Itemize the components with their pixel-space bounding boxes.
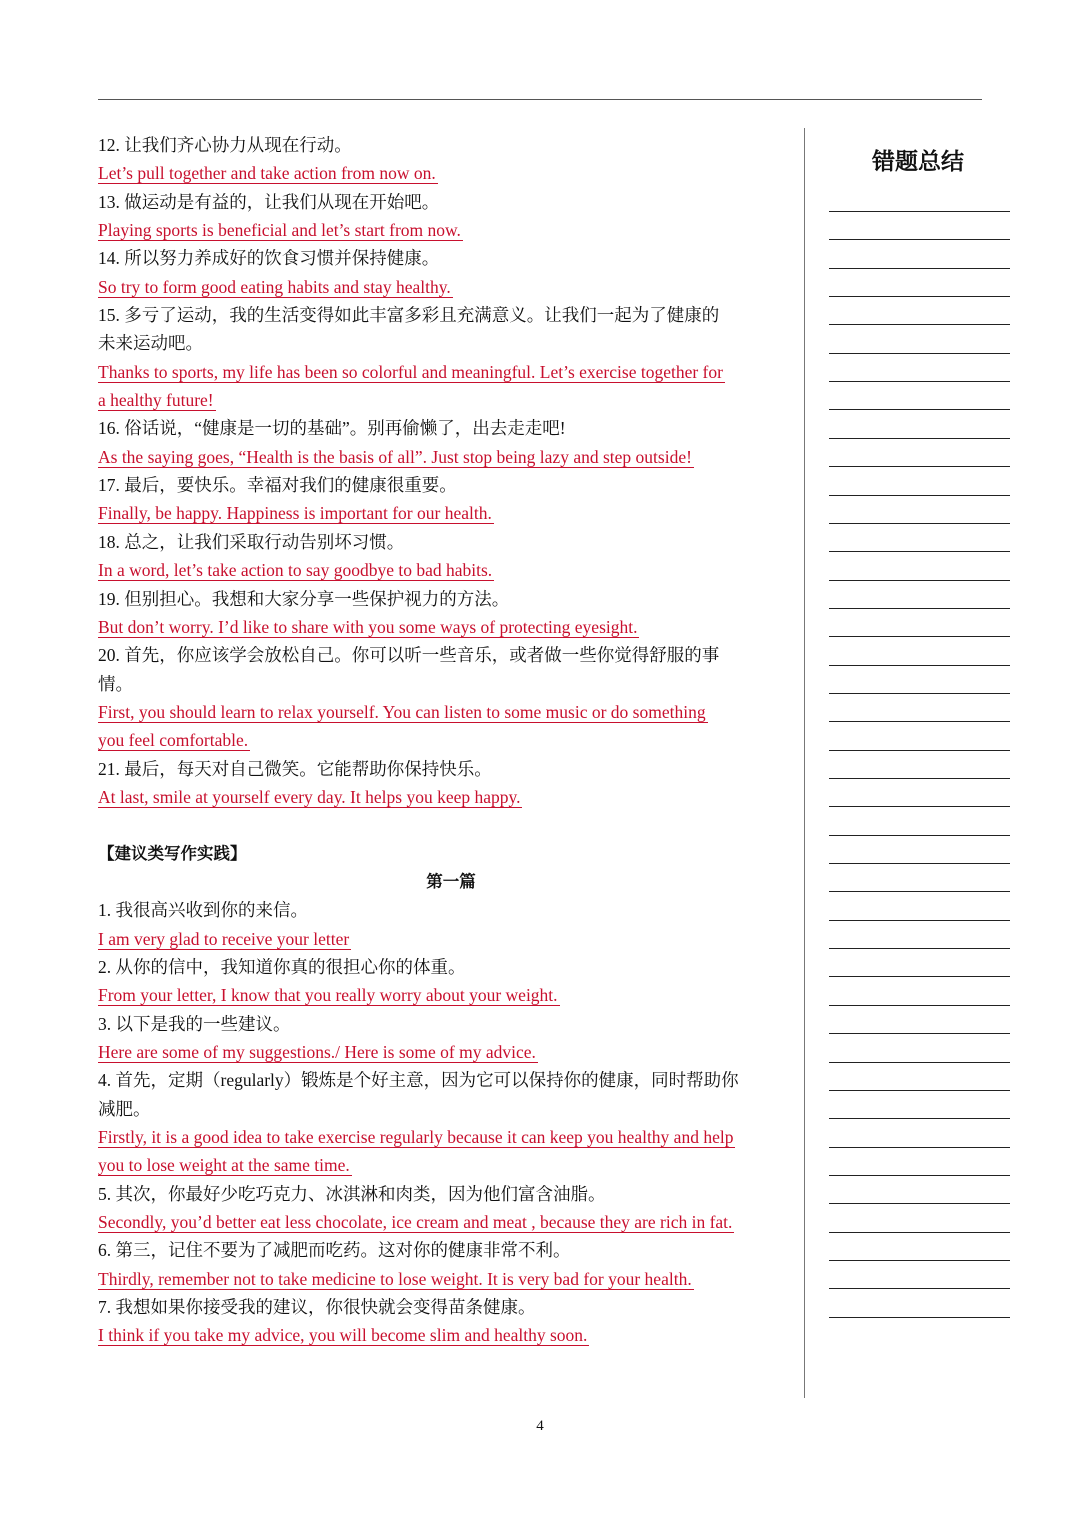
sidebar-ruled-line <box>829 835 1010 836</box>
sidebar-ruled-line <box>829 1232 1010 1233</box>
chinese-sentence: 7. 我想如果你接受我的建议，你很快就会变得苗条健康。 <box>98 1297 536 1318</box>
sidebar-ruled-line <box>829 863 1010 864</box>
sidebar-ruled-line <box>829 948 1010 949</box>
sidebar-ruled-line <box>829 1005 1010 1006</box>
chinese-sentence: 减肥。 <box>98 1098 151 1119</box>
section-subtitle: 第一篇 <box>426 871 476 891</box>
sidebar-ruled-line <box>829 211 1010 212</box>
sidebar-ruled-line <box>829 580 1010 581</box>
sidebar-title: 错题总结 <box>872 149 964 175</box>
english-translation: First, you should learn to relax yourself. You can listen to some music or do something <box>98 701 706 722</box>
english-translation: Thanks to sports, my life has been so colorful and meaningful. Let’s exercise together for <box>98 361 723 382</box>
english-translation: I am very glad to receive your letter <box>98 928 350 949</box>
english-translation: Playing sports is beneficial and let’s start from now. <box>98 220 461 241</box>
sidebar-ruled-line <box>829 1288 1010 1289</box>
english-translation: But don’t worry. I’d like to share with you some ways of protecting eyesight. <box>98 616 638 637</box>
sidebar-ruled-line <box>829 1175 1010 1176</box>
sidebar-ruled-line <box>829 466 1010 467</box>
chinese-sentence: 14. 所以努力养成好的饮食习惯并保持健康。 <box>98 248 440 269</box>
page-number: 4 <box>536 1418 544 1434</box>
chinese-sentence: 15. 多亏了运动，我的生活变得如此丰富多彩且充满意义。让我们一起为了健康的 <box>98 305 720 326</box>
chinese-sentence: 16. 俗话说，“健康是一切的基础”。别再偷懒了，出去走走吧! <box>98 418 566 439</box>
sidebar-ruled-line <box>829 1033 1010 1034</box>
sidebar-ruled-line <box>829 1147 1010 1148</box>
chinese-sentence: 17. 最后，要快乐。幸福对我们的健康很重要。 <box>98 475 457 496</box>
chinese-sentence: 2. 从你的信中，我知道你真的很担心你的体重。 <box>98 956 466 977</box>
english-translation: As the saying goes, “Health is the basis of all”. Just stop being lazy and step outside! <box>98 446 692 467</box>
english-translation: So try to form good eating habits and stay healthy. <box>98 276 451 297</box>
sidebar-ruled-line <box>829 353 1010 354</box>
sidebar-ruled-line <box>829 381 1010 382</box>
english-translation: Let’s pull together and take action from now on. <box>98 163 436 184</box>
chinese-sentence: 19. 但别担心。我想和大家分享一些保护视力的方法。 <box>98 588 510 609</box>
chinese-sentence: 18. 总之，让我们采取行动告别坏习惯。 <box>98 531 405 552</box>
sidebar-ruled-line <box>829 1203 1010 1204</box>
sidebar-ruled-line <box>829 409 1010 410</box>
sidebar-ruled-line <box>829 324 1010 325</box>
chinese-sentence: 3. 以下是我的一些建议。 <box>98 1013 291 1034</box>
sidebar-ruled-line <box>829 1118 1010 1119</box>
sidebar-ruled-line <box>829 778 1010 779</box>
english-translation: I think if you take my advice, you will become slim and healthy soon. <box>98 1325 588 1346</box>
spacer <box>98 811 804 839</box>
chinese-sentence: 6. 第三，记住不要为了减肥而吃药。这对你的健康非常不利。 <box>98 1240 571 1261</box>
chinese-sentence: 1. 我很高兴收到你的来信。 <box>98 900 308 921</box>
english-translation: In a word, let’s take action to say goodbye to bad habits. <box>98 560 493 581</box>
header-rule <box>98 99 982 100</box>
chinese-sentence: 13. 做运动是有益的，让我们从现在开始吧。 <box>98 191 440 212</box>
sidebar-ruled-line <box>829 495 1010 496</box>
sidebar-ruled-line <box>829 1062 1010 1063</box>
sidebar-ruled-line <box>829 693 1010 694</box>
section-heading: 【建议类写作实践】 <box>98 843 247 863</box>
chinese-sentence: 情。 <box>98 673 133 694</box>
chinese-sentence: 5. 其次，你最好少吃巧克力、冰淇淋和肉类，因为他们富含油脂。 <box>98 1183 606 1204</box>
sidebar-ruled-line <box>829 608 1010 609</box>
sidebar-ruled-line <box>829 920 1010 921</box>
sidebar-ruled-line <box>829 636 1010 637</box>
sidebar-ruled-line <box>829 721 1010 722</box>
chinese-sentence: 4. 首先，定期（regularly）锻炼是个好主意，因为它可以保持你的健康，同时帮助你 <box>98 1070 739 1091</box>
english-translation: Firstly, it is a good idea to take exercise regularly because it can keep you healthy and help <box>98 1127 734 1148</box>
sidebar-ruled-line <box>829 1090 1010 1091</box>
chinese-sentence: 20. 首先，你应该学会放松自己。你可以听一些音乐，或者做一些你觉得舒服的事 <box>98 645 720 666</box>
sidebar-ruled-line <box>829 551 1010 552</box>
sidebar-ruled-line <box>829 665 1010 666</box>
column-divider <box>804 128 805 1398</box>
english-translation: you feel comfortable. <box>98 730 249 751</box>
english-translation: At last, smile at yourself every day. It helps you keep happy. <box>98 786 521 807</box>
english-translation: Here are some of my suggestions./ Here is some of my advice. <box>98 1042 536 1062</box>
chinese-sentence: 12. 让我们齐心协力从现在行动。 <box>98 135 352 155</box>
english-translation: Secondly, you’d better eat less chocolate, ice cream and meat , because they are rich in fat. <box>98 1212 733 1233</box>
sidebar-ruled-line <box>829 438 1010 439</box>
sidebar-ruled-line <box>829 239 1010 240</box>
english-translation: you to lose weight at the same time. <box>98 1155 350 1176</box>
english-translation: Thirdly, remember not to take medicine to lose weight. It is very bad for your health. <box>98 1268 692 1289</box>
sidebar-ruled-line <box>829 891 1010 892</box>
sidebar-ruled-line <box>829 296 1010 297</box>
english-translation: Finally, be happy. Happiness is important for our health. <box>98 503 492 524</box>
english-translation: From your letter, I know that you really worry about your weight. <box>98 985 558 1006</box>
sidebar-ruled-line <box>829 806 1010 807</box>
sidebar-ruled-line <box>829 1260 1010 1261</box>
chinese-sentence: 21. 最后，每天对自己微笑。它能帮助你保持快乐。 <box>98 758 492 779</box>
main-content <box>98 131 804 1350</box>
sidebar-ruled-line <box>829 523 1010 524</box>
chinese-sentence: 未来运动吧。 <box>98 333 203 354</box>
sidebar-ruled-line <box>829 268 1010 269</box>
sidebar-ruled-line <box>829 750 1010 751</box>
sidebar-ruled-line <box>829 976 1010 977</box>
english-translation: a healthy future! <box>98 390 214 411</box>
sidebar-ruled-line <box>829 1317 1010 1318</box>
